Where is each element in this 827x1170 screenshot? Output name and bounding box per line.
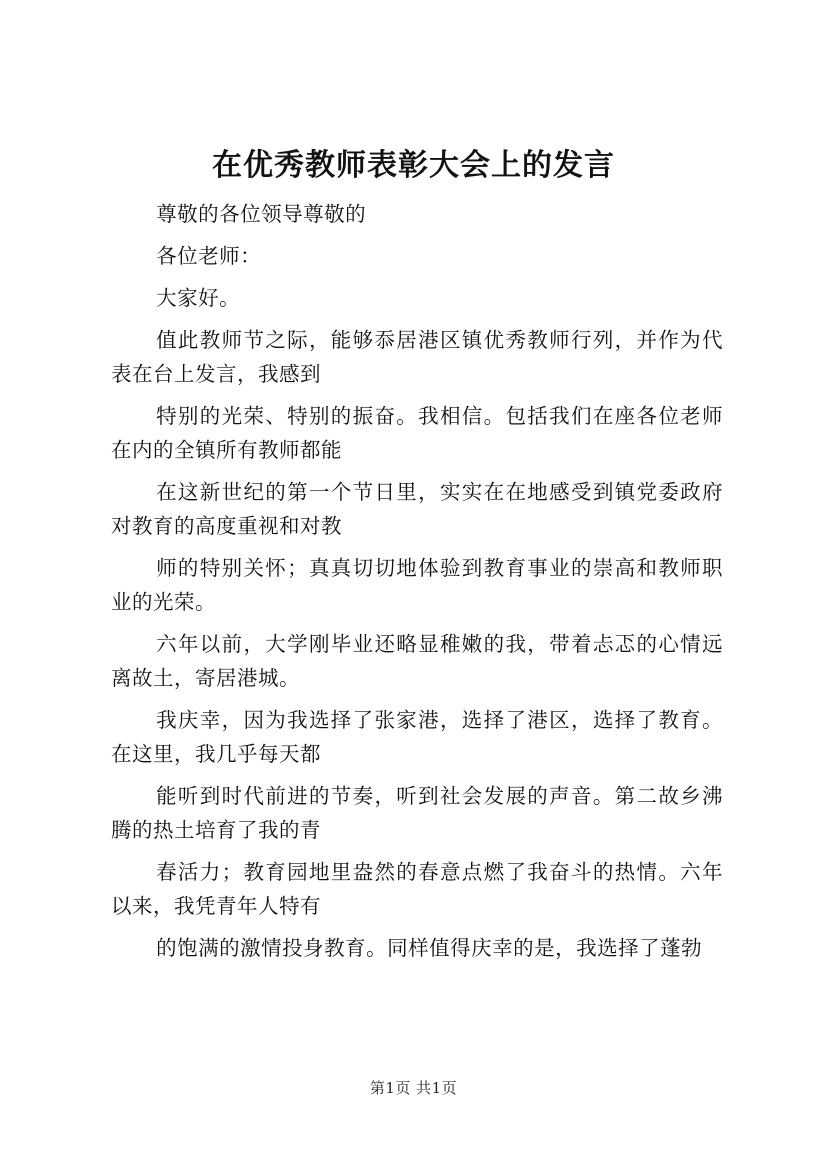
paragraph: 师的特别关怀；真真切切地体验到教育事业的崇高和教师职业的光荣。 bbox=[111, 556, 723, 614]
paragraph: 我庆幸，因为我选择了张家港，选择了港区，选择了教育。在这里，我几乎每天都 bbox=[111, 708, 723, 766]
page-label: 第1页 共1页 bbox=[369, 1079, 458, 1097]
paragraph: 值此教师节之际，能够忝居港区镇优秀教师行列，并作为代表在台上发言，我感到 bbox=[111, 328, 723, 386]
paragraph: 能听到时代前进的节奏，听到社会发展的声音。第二故乡沸腾的热土培育了我的青 bbox=[111, 784, 723, 842]
paragraph: 大家好。 bbox=[156, 286, 241, 310]
paragraph: 各位老师： bbox=[156, 244, 262, 268]
paragraph: 在这新世纪的第一个节日里，实实在在地感受到镇党委政府对教育的高度重视和对教 bbox=[111, 480, 723, 538]
paragraph: 特别的光荣、特别的振奋。我相信。包括我们在座各位老师在内的全镇所有教师都能 bbox=[111, 404, 723, 462]
document-body bbox=[111, 197, 723, 965]
page-title: 在优秀教师表彰大会上的发言 bbox=[212, 148, 615, 183]
page-number-footer bbox=[0, 1078, 827, 1098]
paragraph: 的饱满的激情投身教育。同样值得庆幸的是，我选择了蓬勃 bbox=[156, 936, 703, 960]
paragraph: 六年以前，大学刚毕业还略显稚嫩的我，带着忐忑的心情远离故土，寄居港城。 bbox=[111, 632, 723, 690]
paragraph: 春活力；教育园地里盎然的春意点燃了我奋斗的热情。六年以来，我凭青年人特有 bbox=[111, 860, 723, 918]
paragraph: 尊敬的各位领导尊敬的 bbox=[156, 202, 367, 226]
